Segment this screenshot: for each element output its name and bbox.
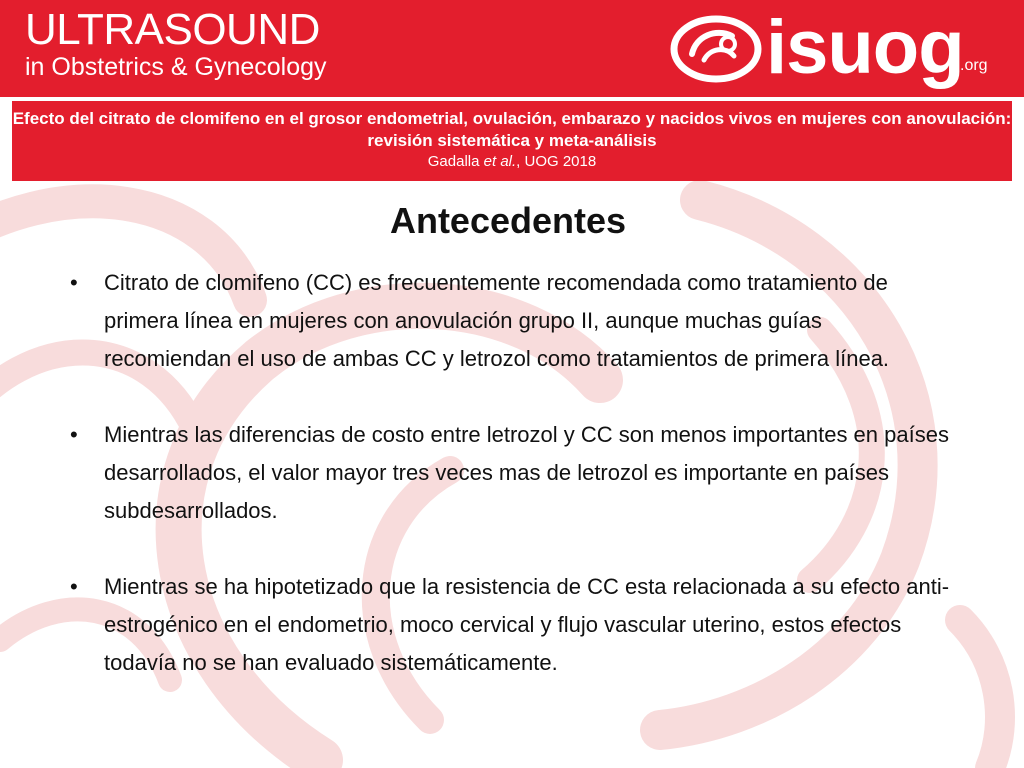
bullet-item [70, 264, 950, 378]
bullet-text: Mientras se ha hipotetizado que la resistencia de CC esta relacionada a su efecto anti-estrogénico en el endometrio, moco cervical y flujo vascular uterino, estos efectos todavía no se han evaluado sistemáticamente. [104, 574, 950, 675]
bullet-text: Mientras las diferencias de costo entre letrozol y CC son menos importantes en países desarrollados, el valor mayor tres veces mas de letrozol es importante en países subdesarrollados. [104, 422, 949, 523]
article-title-box [12, 101, 1012, 181]
journal-subtitle: in Obstetrics & Gynecology [25, 53, 327, 81]
journal-header-banner [0, 0, 1024, 97]
isuog-logo[interactable] [670, 4, 1000, 92]
citation-authors: Gadalla [427, 153, 480, 170]
bullet-item [70, 416, 950, 530]
bullet-marker: • [70, 574, 78, 599]
bullet-list [70, 264, 950, 682]
bullet-marker: • [70, 270, 78, 295]
bullet-text: Citrato de clomifeno (CC) es frecuentemente recomendada como tratamiento de primera línea en mujeres con anovulación grupo II, aunque muchas guías recomiendan el uso de ambas CC y letrozol como tratamientos de primera línea. [104, 270, 890, 371]
citation-source: , UOG 2018 [516, 153, 597, 170]
article-title: Efecto del citrato de clomifeno en el grosor endometrial, ovulación, embarazo y nacidos vivos en mujeres con anovulación: revisión sistemática y meta-análisis [12, 109, 1012, 150]
bullet-item [70, 568, 950, 682]
citation-etal: et al. [483, 153, 517, 170]
bullet-marker: • [70, 422, 78, 447]
journal-title: ULTRASOUND [25, 5, 320, 54]
section-heading: Antecedentes [389, 200, 627, 241]
isuog-logo-text: isuog [766, 5, 964, 90]
isuog-emblem-icon [670, 14, 762, 84]
article-citation [12, 152, 1012, 172]
isuog-logo-suffix: .org [960, 57, 988, 74]
